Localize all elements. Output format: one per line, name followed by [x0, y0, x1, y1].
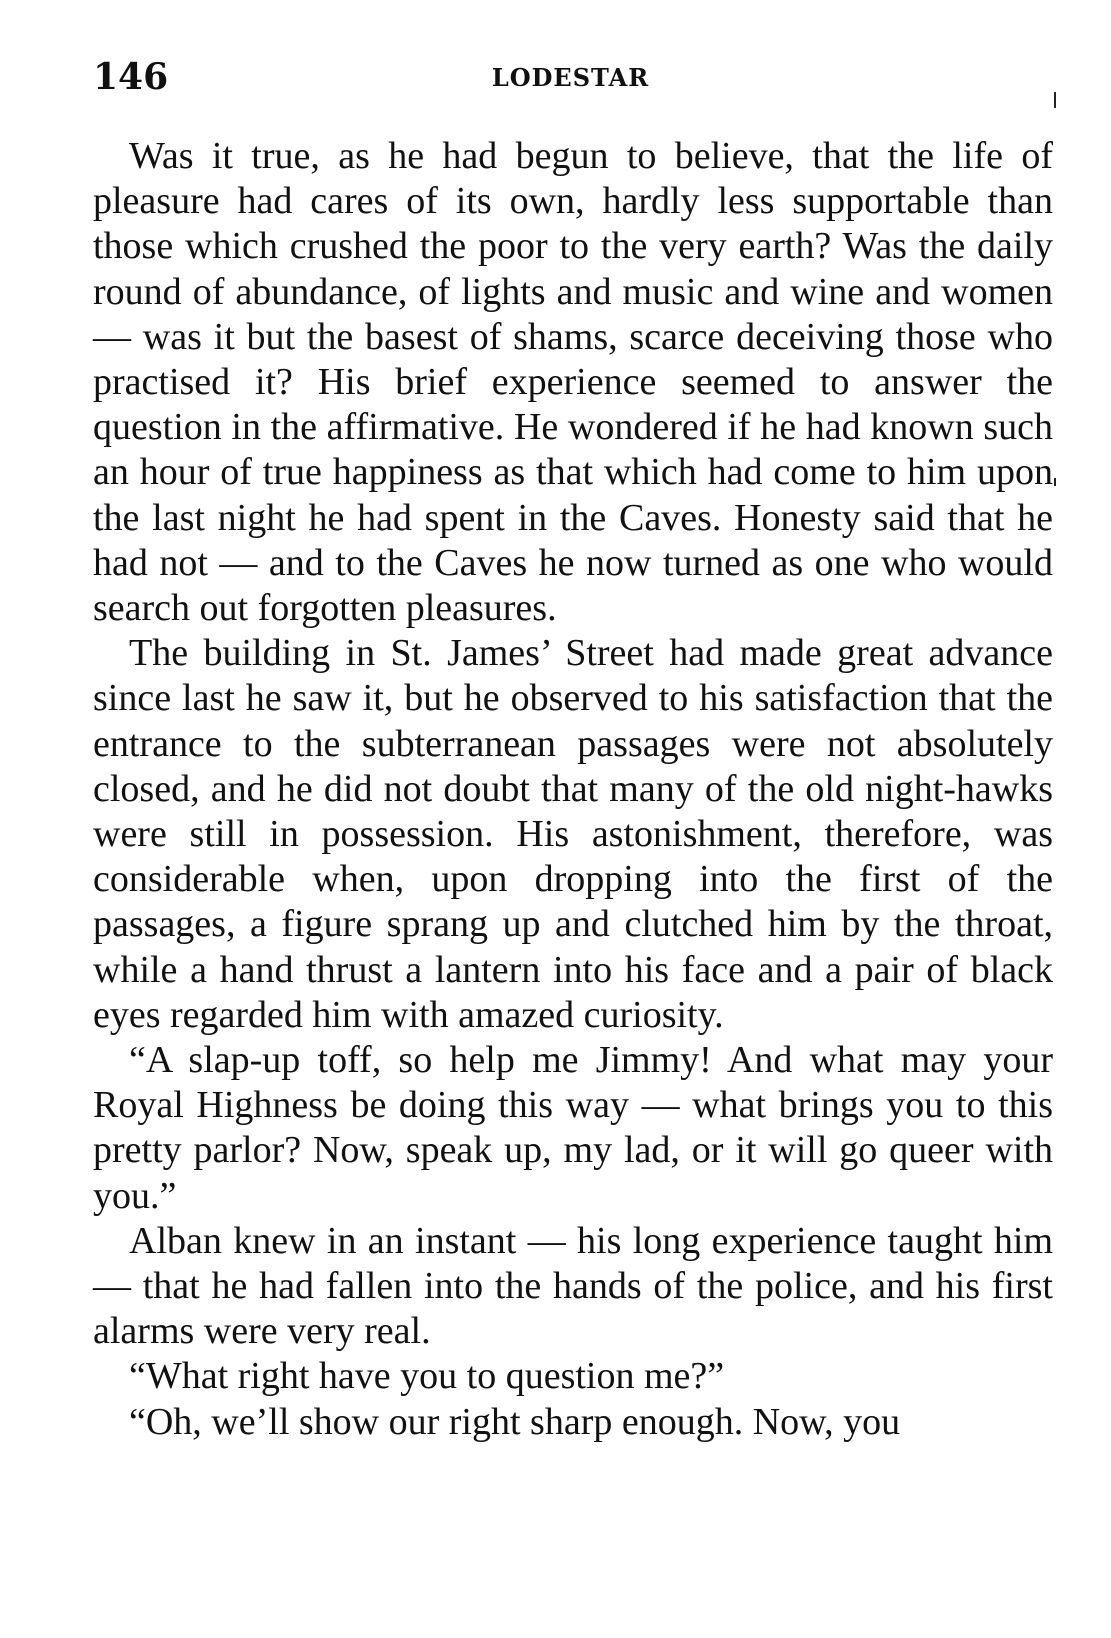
- paragraph-2: The building in St. James’ Street had made great advance since last he saw it, but he observed to his satisfaction that the entrance to the subterranean passages were not absolutely closed, and he did not doubt that many of the old night-hawks were still in possession. His astonishment, therefore, was considerable when, upon dropping into the first of the passages, a figure sprang up and clutched him by the throat, while a hand thrust a lantern into his face and a pair of black eyes regarded him with amazed curiosity.: [93, 632, 1053, 1036]
- paragraph-5: “What right have you to question me?”: [129, 1355, 725, 1398]
- paragraph-6: “Oh, we’ll show our right sharp enough. Now, you: [129, 1400, 901, 1443]
- running-head: [93, 52, 1048, 102]
- running-title: LODESTAR: [491, 63, 650, 92]
- paragraph-3: “A slap-up toff, so help me Jimmy! And what may your Royal Highness be doing this way — what brings you to this pretty parlor? Now, speak up, my lad, or it will go queer with you.”: [93, 1039, 1053, 1217]
- paragraph-1: Was it true, as he had begun to believe, that the life of pleasure had cares of its own, hardly less supportable than those which crushed the poor to the very earth? Was the daily round of abundance, of lights and music and wine and women — was it but the basest of shams, scarce deceiving those who practised it? His brief experience seemed to answer the question in the affirmative. He wondered if he had known such an hour of true happiness as that which had come to him upon the last night he had spent in the Caves. Honesty said that he had not — and to the Caves he now turned as one who would search out forgotten pleasures.: [93, 135, 1053, 630]
- margin-mark: [1054, 478, 1056, 486]
- margin-mark: [1054, 92, 1056, 108]
- page-number: 146: [93, 56, 169, 98]
- body-text: [93, 134, 1053, 1445]
- paragraph-4: Alban knew in an instant — his long experience taught him — that he had fallen into the hands of the police, and his first alarms were very real.: [93, 1219, 1053, 1353]
